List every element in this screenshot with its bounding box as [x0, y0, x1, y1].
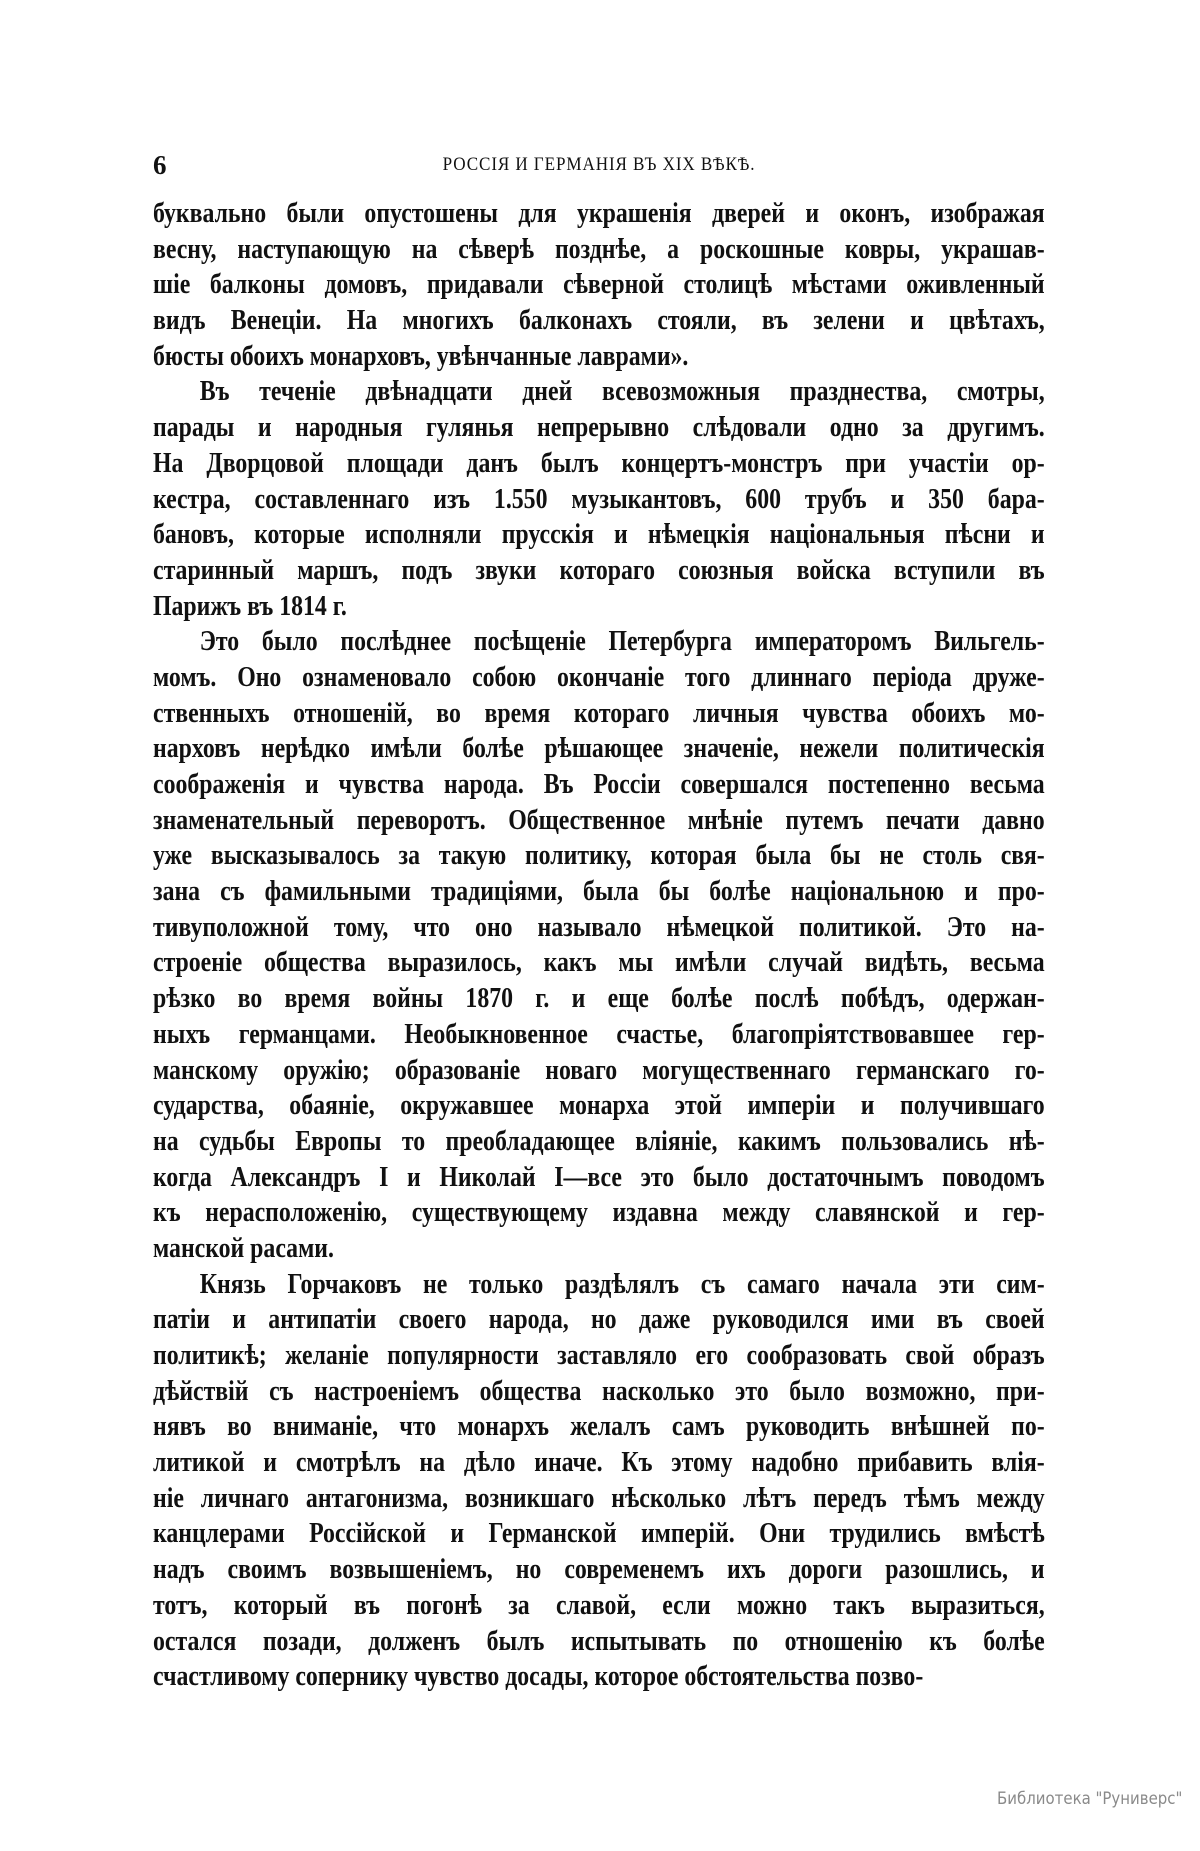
text-line: тотъ, который въ погонѣ за славой, если можно такъ выразиться, — [153, 1589, 1045, 1621]
text-line: парады и народныя гулянья непрерывно слѣдовали одно за другимъ. — [153, 412, 1045, 444]
text-line: видъ Венеціи. На многихъ балконахъ стояли, въ зелени и цвѣтахъ, — [153, 305, 1045, 337]
page-number: 6 — [153, 150, 167, 180]
text-line: кестра, составленнаго изъ 1.550 музыкантовъ, 600 трубъ и 350 бара- — [153, 483, 1045, 515]
text-line: литикой и смотрѣлъ на дѣло иначе. Къ этому надобно прибавить влія- — [153, 1447, 1045, 1479]
text-line: дѣйствій съ настроеніемъ общества насколько это было возможно, при- — [153, 1375, 1045, 1407]
text-line: ніе личнаго антагонизма, возникшаго нѣсколько лѣтъ передъ тѣмъ между — [153, 1482, 1045, 1514]
library-watermark: Библиотека "Руниверс" — [997, 1789, 1183, 1809]
page-header — [153, 150, 1045, 184]
paragraph — [153, 196, 1045, 374]
text-line: бановъ, которые исполняли прусскія и нѣмецкія національныя пѣсни и — [153, 519, 1045, 551]
text-line: канцлерами Россійской и Германской имперій. Они трудились вмѣстѣ — [153, 1518, 1045, 1550]
text-line: Парижъ въ 1814 г. — [153, 590, 347, 622]
text-line: нарховъ нерѣдко имѣли болѣе рѣшающее значеніе, нежели политическія — [153, 733, 1045, 765]
text-line: Въ теченіе двѣнадцати дней всевозможныя празднества, смотры, — [199, 376, 1045, 408]
body-text-inner — [153, 196, 1045, 1695]
text-line: бюсты обоихъ монарховъ, увѣнчанные лаврами». — [153, 340, 689, 372]
text-line: ныхъ германцами. Необыкновенное счастье, благопріятствовавшее гер- — [153, 1018, 1045, 1050]
text-line: рѣзко во время войны 1870 г. и еще болѣе послѣ побѣдъ, одержан- — [153, 983, 1045, 1015]
text-line: патіи и антипатіи своего народа, но даже руководился ими въ своей — [153, 1304, 1045, 1336]
text-line: къ нерасположенію, существующему издавна между славянской и гер- — [153, 1197, 1045, 1229]
text-line: уже высказывалось за такую политику, которая была бы не столь свя- — [153, 840, 1045, 872]
text-line: ственныхъ отношеній, во время котораго личныя чувства обоихъ мо- — [153, 697, 1045, 729]
body-text — [153, 196, 1045, 1695]
text-line: весну, наступающую на сѣверѣ позднѣе, а роскошные ковры, украшав- — [153, 233, 1045, 265]
text-line: зана съ фамильными традиціями, была бы болѣе національною и про- — [153, 876, 1045, 908]
text-line: строеніе общества выразилось, какъ мы имѣли случай видѣть, весьма — [153, 947, 1045, 979]
paragraph — [153, 624, 1045, 1266]
text-line: момъ. Оно ознаменовало собою окончаніе того длиннаго періода друже- — [153, 661, 1045, 693]
text-line: шіе балконы домовъ, придавали сѣверной столицѣ мѣстами оживленный — [153, 269, 1045, 301]
text-line: Князь Горчаковъ не только раздѣлялъ съ самаго начала эти сим- — [199, 1268, 1045, 1300]
text-line: На Дворцовой площади данъ былъ концертъ-монстръ при участіи ор- — [153, 447, 1045, 479]
paragraph — [153, 374, 1045, 624]
text-line: на судьбы Европы то преобладающее вліяніе, какимъ пользовались нѣ- — [153, 1125, 1045, 1157]
text-line: Это было послѣднее посѣщеніе Петербурга императоромъ Вильгель- — [199, 626, 1045, 658]
text-line: счастливому сопернику чувство досады, которое обстоятельства позво- — [153, 1661, 924, 1693]
text-line: надъ своимъ возвышеніемъ, но современемъ ихъ дороги разошлись, и — [153, 1554, 1045, 1586]
text-line: манскому оружію; образованіе новаго могущественнаго германскаго го- — [153, 1054, 1045, 1086]
text-line: манской расами. — [153, 1232, 334, 1264]
text-line: остался позади, долженъ былъ испытывать по отношенію къ болѣе — [153, 1625, 1045, 1657]
text-line: старинный маршъ, подъ звуки котораго союзныя войска вступили въ — [153, 554, 1045, 586]
text-line: политикѣ; желаніе популярности заставляло его сообразовать свой образъ — [153, 1340, 1045, 1371]
paragraph — [153, 1267, 1045, 1695]
text-line: знаменательный переворотъ. Общественное мнѣніе путемъ печати давно — [153, 804, 1045, 836]
text-line: соображенія и чувства народа. Въ Россіи совершался постепенно весьма — [153, 769, 1045, 800]
text-line: тивуположной тому, что оно называло нѣмецкой политикой. Это на- — [153, 911, 1045, 943]
text-line: когда Александръ I и Николай I—все это было достаточнымъ поводомъ — [153, 1161, 1045, 1193]
text-line: сударства, обаяніе, окружавшее монарха этой имперіи и получившаго — [153, 1090, 1045, 1122]
text-line: нявъ во вниманіе, что монархъ желалъ самъ руководить внѣшней по- — [153, 1411, 1045, 1443]
text-line: буквально были опустошены для украшенія дверей и оконъ, изображая — [153, 198, 1045, 229]
running-title: РОССІЯ И ГЕРМАНІЯ ВЪ XIX ВѢКѢ. — [442, 154, 756, 175]
